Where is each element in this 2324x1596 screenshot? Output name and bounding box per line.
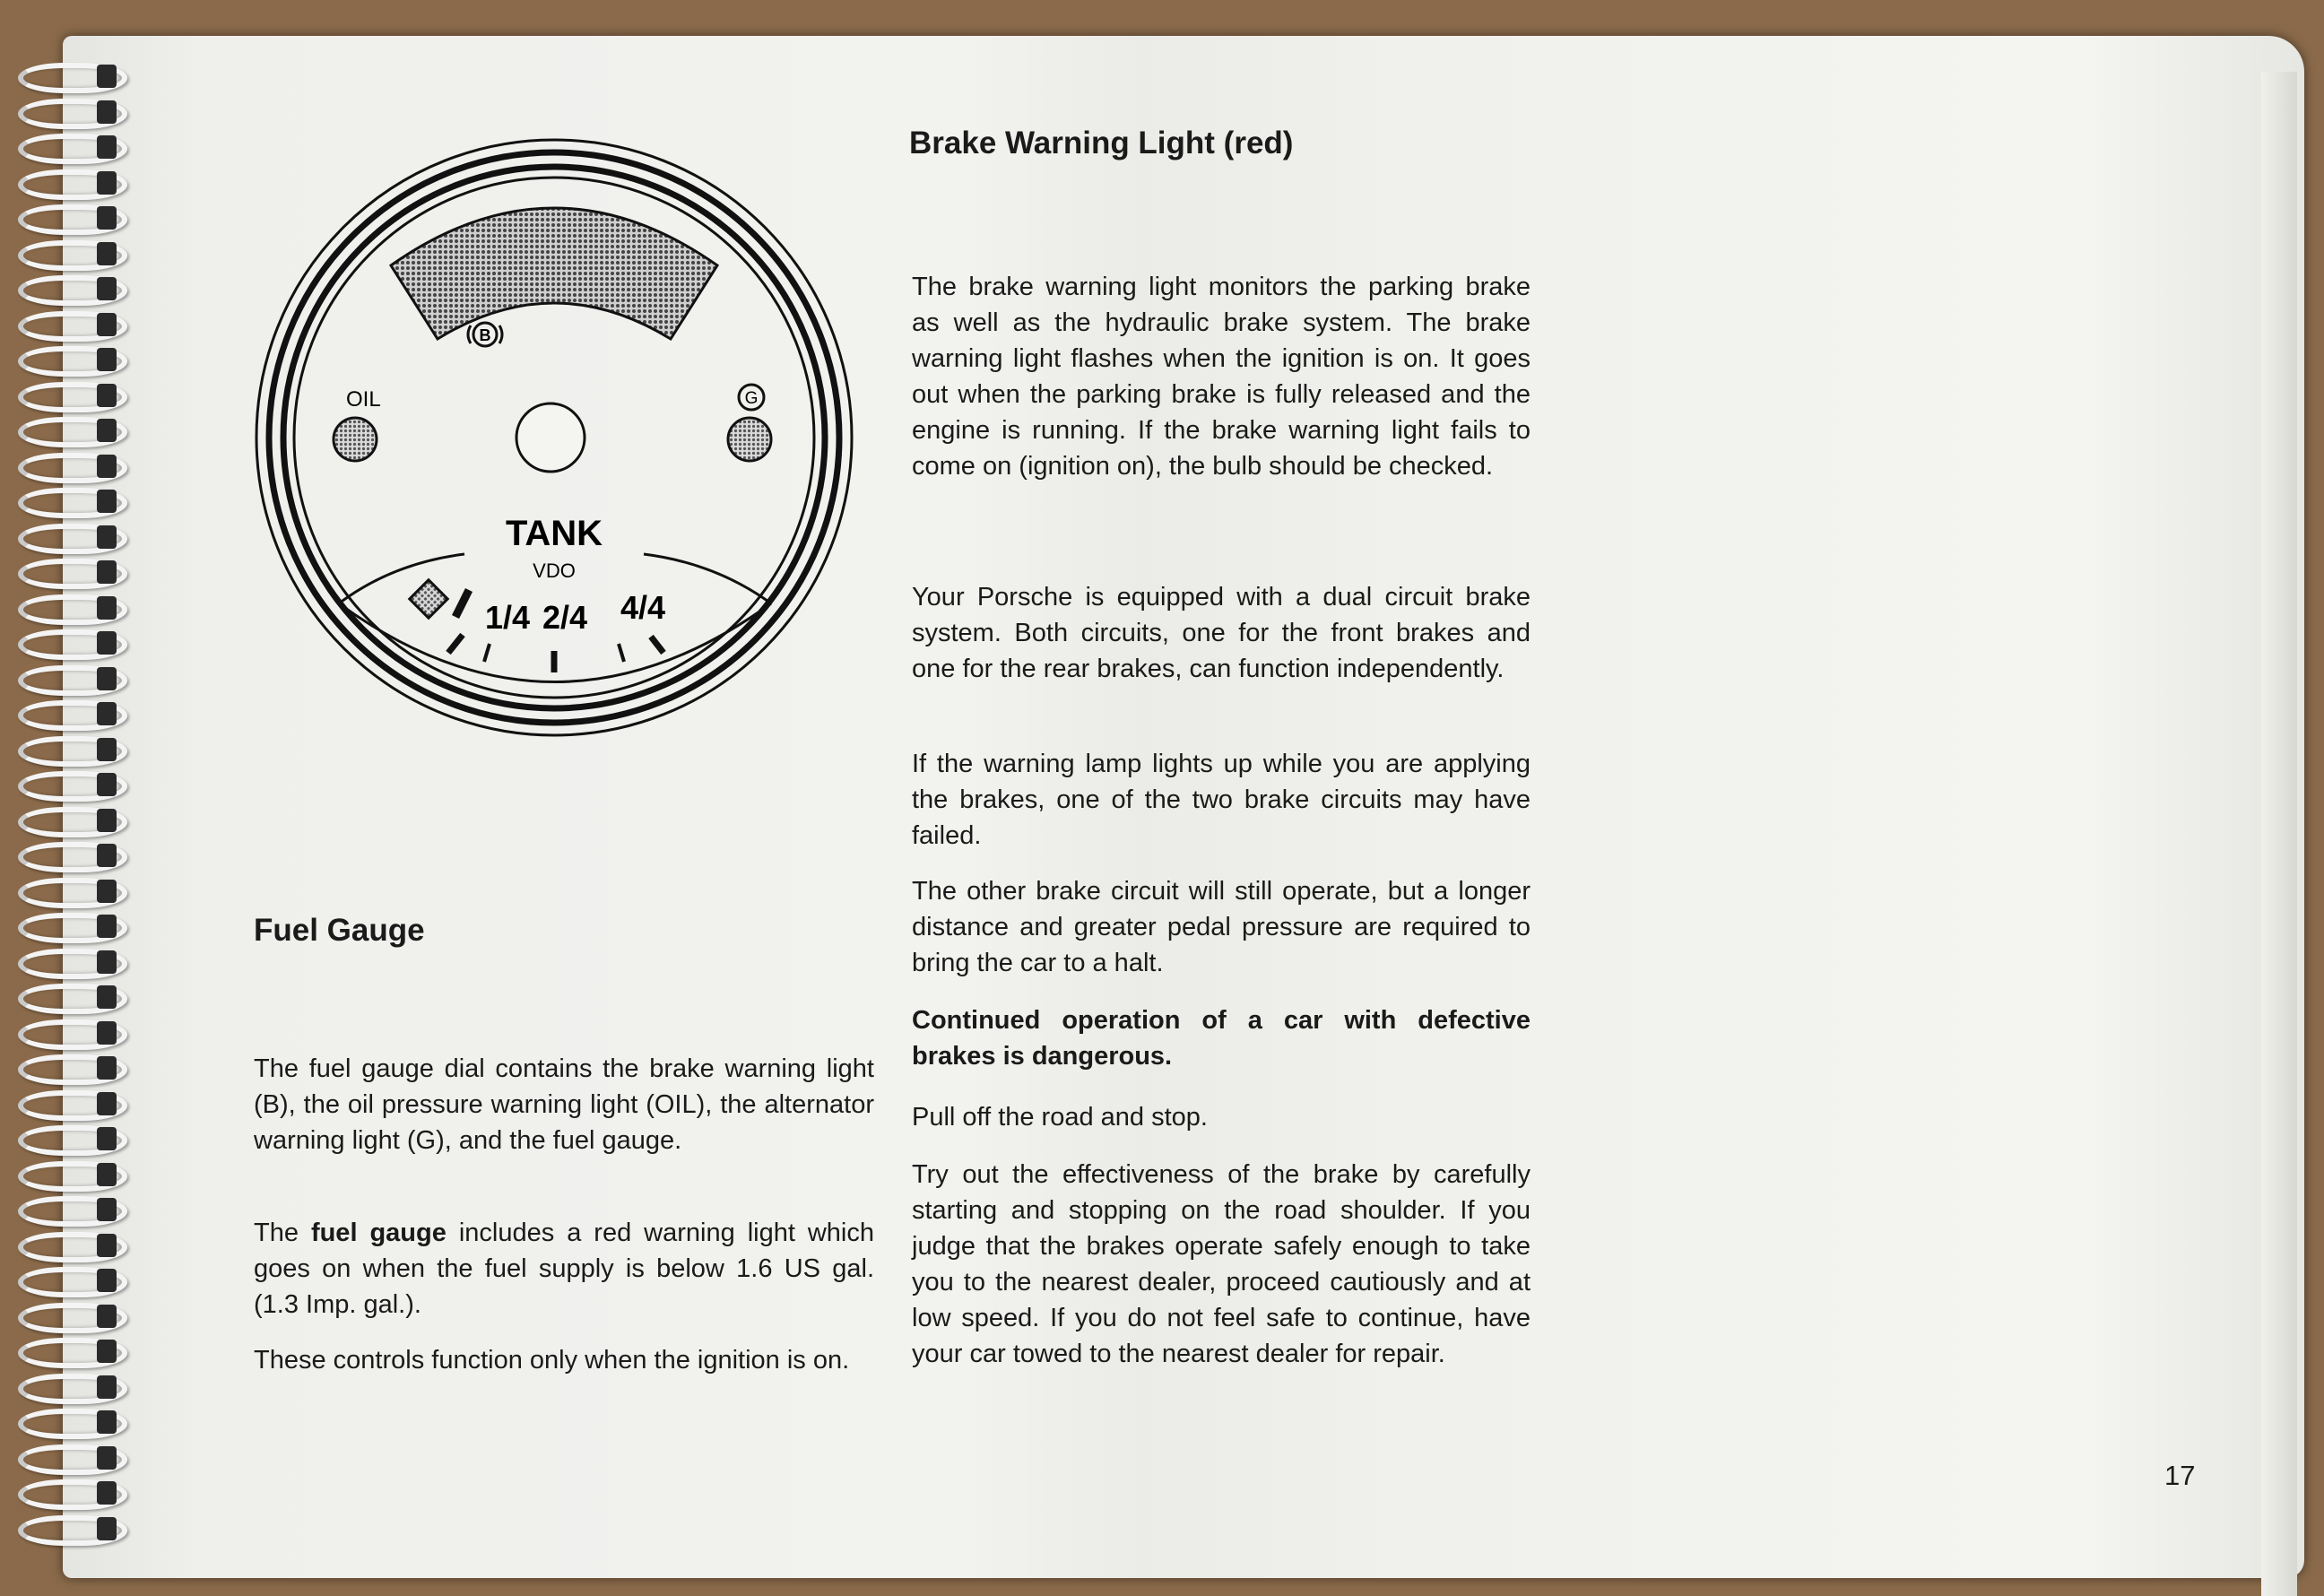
- brake-symbol-letter: B: [479, 326, 491, 344]
- quarter-mark: 1/4: [485, 599, 531, 636]
- binding-hole: [97, 490, 117, 513]
- heading-bold: Brake Warning Light: [909, 126, 1215, 160]
- page-number: 17: [2164, 1460, 2196, 1491]
- oil-warning-lamp: [334, 418, 377, 461]
- mid-paragraph-3: If the warning lamp lights up while you are applying the brakes, one of the two brake circuits may have failed.: [912, 750, 1531, 850]
- binding-hole: [97, 1163, 117, 1186]
- binding-hole: [97, 880, 117, 903]
- mid-paragraph-4: The other brake circuit will still operate, but a longer distance and greater pedal pressure are required to bring the car to a halt.: [912, 877, 1531, 977]
- binding-hole: [97, 1481, 117, 1505]
- left-paragraph-1: The fuel gauge dial contains the brake warning light (B), the oil pressure warning light (OIL), the alternator warning light (G), and the fuel gauge.: [254, 1054, 874, 1155]
- alternator-symbol-icon: [739, 385, 764, 410]
- mid-paragraph-1: The brake warning light monitors the parking brake as well as the hydraulic brake system. The brake warning light flashes when the ignition is on. It goes out when the parking brake is fully released and the engine is running. If the brake warning light fails to come on (ignition on), the bulb should be checked.: [912, 273, 1531, 481]
- binding-hole: [97, 702, 117, 725]
- p2-prefix: The: [254, 1219, 311, 1247]
- binding-hole: [97, 65, 117, 88]
- binding-hole: [97, 135, 117, 159]
- fuel-warning-lamp: [391, 208, 717, 339]
- left-paragraph-3: These controls function only when the ignition is on.: [254, 1346, 850, 1375]
- binding-hole: [97, 1056, 117, 1080]
- reserve-diamond: [410, 580, 447, 618]
- binding-hole: [97, 1517, 117, 1540]
- center-hub: [516, 403, 585, 472]
- binding-hole: [97, 1198, 117, 1221]
- p2-bold: fuel gauge: [310, 1219, 447, 1247]
- binding-hole: [97, 1269, 117, 1292]
- mid-paragraph-7: Try out the effectiveness of the brake by carefully starting and stopping on the road shoulder. If you judge that the brakes operate safely enough to take you to the nearest dealer, proceed cautiously and at low speed. If you do not feel safe to continue, have your car towed to the nearest dealer for repair.: [912, 1160, 1531, 1368]
- binding-hole: [97, 560, 117, 584]
- binding-hole: [97, 1305, 117, 1328]
- binding-hole: [97, 1375, 117, 1399]
- binding-hole: [97, 809, 117, 832]
- full-mark: 4/4: [620, 589, 666, 626]
- show-through-text: [1560, 117, 2206, 1372]
- binding-hole: [97, 455, 117, 478]
- binding-hole: [97, 985, 117, 1009]
- binding-hole: [97, 384, 117, 407]
- binding-hole: [97, 206, 117, 230]
- binding-hole: [97, 1127, 117, 1150]
- tank-label: TANK: [505, 514, 603, 553]
- binding-hole: [97, 667, 117, 690]
- binding-hole: [97, 1234, 117, 1257]
- mid-warning-bold: Continued operation of a car with defective brakes is dangerous.: [912, 1006, 1531, 1071]
- binding-hole: [97, 738, 117, 761]
- binding-hole: [97, 100, 117, 124]
- binding-hole: [97, 631, 117, 655]
- mid-paragraph-2: Your Porsche is equipped with a dual circuit brake system. Both circuits, one for the front brakes and one for the rear brakes, can function independently.: [912, 583, 1531, 683]
- binding-hole: [97, 1410, 117, 1434]
- heading-rest: (red): [1214, 126, 1294, 160]
- binding-hole: [97, 844, 117, 867]
- half-mark: 2/4: [542, 599, 588, 636]
- binding-hole: [97, 1340, 117, 1363]
- spiral-binding: [18, 63, 126, 1569]
- oil-label: OIL: [346, 387, 381, 412]
- alternator-warning-lamp: [728, 418, 771, 461]
- page-edge: [2261, 72, 2297, 1596]
- binding-hole: [97, 525, 117, 549]
- binding-hole: [97, 1021, 117, 1045]
- binding-hole: [97, 348, 117, 371]
- p2-rest: includes a red warning light which goes on when the fuel supply is below 1.6 US gal. (1.3 Imp. gal.).: [254, 1219, 875, 1319]
- binding-hole: [97, 915, 117, 938]
- binding-hole: [97, 171, 117, 195]
- fuel-gauge-illustration: [249, 115, 859, 760]
- binding-hole: [97, 950, 117, 974]
- binding-hole: [97, 419, 117, 442]
- binding-hole: [97, 242, 117, 265]
- binding-hole: [97, 596, 117, 620]
- binding-hole: [97, 1092, 117, 1115]
- binding-hole: [97, 773, 117, 796]
- left-paragraph-2: [254, 1215, 874, 1323]
- fuel-gauge-heading: Fuel Gauge: [254, 913, 425, 948]
- empty-mark: [455, 590, 469, 617]
- mid-paragraph-6: Pull off the road and stop.: [912, 1103, 1208, 1132]
- vdo-label: VDO: [533, 559, 576, 582]
- brake-symbol-icon: [468, 323, 502, 346]
- binding-hole: [97, 1446, 117, 1470]
- binding-hole: [97, 313, 117, 336]
- alternator-symbol-letter: G: [744, 389, 759, 408]
- binding-hole: [97, 277, 117, 300]
- brake-warning-heading: [909, 126, 1293, 161]
